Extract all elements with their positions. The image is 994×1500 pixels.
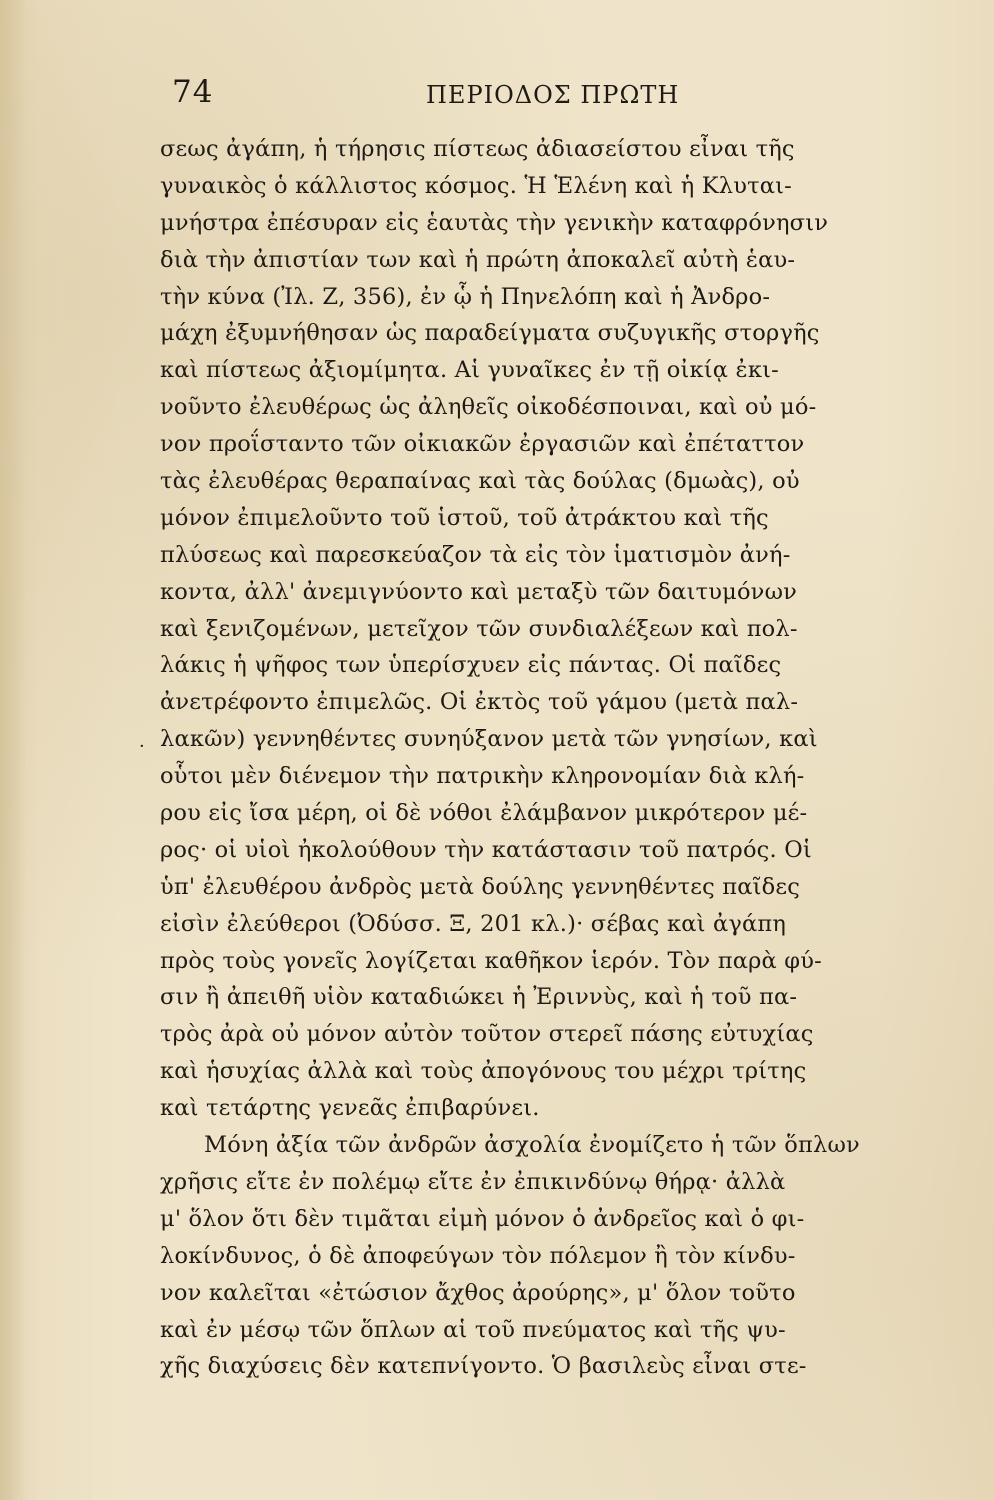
text-line: μάχη ἐξυμνήθησαν ὡς παραδείγματα συζυγικῆς στοργῆς xyxy=(160,320,820,347)
body-text xyxy=(160,131,930,1385)
text-line: καὶ τετάρτης γενεᾶς ἐπιβαρύνει. xyxy=(160,1095,540,1122)
text-line: σεως ἀγάπη, ἡ τήρησις πίστεως ἀδιασείστου εἶναι τῆς xyxy=(160,136,795,162)
text-line: σιν ἢ ἀπειθῆ υἱὸν καταδιώκει ἡ Ἐριννὺς, καὶ ἡ τοῦ πα- xyxy=(160,984,798,1011)
text-line: λοκίνδυνος, ὁ δὲ ἀποφεύγων τὸν πόλεμον ἢ τὸν κίνδυ- xyxy=(160,1242,796,1269)
text-line: χῆς διαχύσεις δὲν κατεπνίγοντο. Ὁ βασιλεὺς εἶναι στε- xyxy=(160,1353,807,1380)
page-number: 74 xyxy=(172,74,214,110)
text-line: κοντα, ἀλλ' ἀνεμιγνύοντο καὶ μεταξὺ τῶν δαιτυμόνων xyxy=(160,578,797,605)
text-line: καὶ πίστεως ἀξιομίμητα. Αἱ γυναῖκες ἐν τῇ οἰκίᾳ ἐκι- xyxy=(160,357,779,384)
text-line: τὴν κύνα (Ἰλ. Ζ, 356), ἐν ᾧ ἡ Πηνελόπη καὶ ἡ Ἀνδρο- xyxy=(160,283,771,310)
running-head: ΠΕΡΙΟΔΟΣ ΠΡΩΤΗ xyxy=(426,81,680,109)
page-gutter-shadow xyxy=(0,0,26,1500)
text-line: λάκις ἡ ψῆφος των ὑπερίσχυεν εἰς πάντας. Οἱ παῖδες xyxy=(160,652,782,679)
text-line: ὑπ' ἐλευθέρου ἀνδρὸς μετὰ δούλης γεννηθέντες παῖδες xyxy=(160,873,801,900)
paragraph-first-line: Μόνη ἀξία τῶν ἀνδρῶν ἀσχολία ἐνομίζετο ἡ τῶν ὅπλων xyxy=(204,1132,860,1159)
text-line: πρὸς τοὺς γονεῖς λογίζεται καθῆκον ἱερόν. Τὸν παρὰ φύ- xyxy=(160,947,822,974)
text-line: εἰσὶν ἐλεύθεροι (Ὀδύσσ. Ξ, 201 κλ.)· σέβας καὶ ἀγάπη xyxy=(160,910,787,937)
text-line: ρος· οἱ υἱοὶ ἠκολούθουν τὴν κατάστασιν τοῦ πατρός. Οἱ xyxy=(160,836,812,863)
text-line: χρῆσις εἴτε ἐν πολέμῳ εἴτε ἐν ἐπικινδύνῳ θήρᾳ· ἀλλὰ xyxy=(160,1168,786,1195)
text-line: λακῶν) γεννηθέντες συνηύξανον μετὰ τῶν γνησίων, καὶ xyxy=(160,726,818,753)
text-line: γυναικὸς ὁ κάλλιστος κόσμος. Ἡ Ἑλένη καὶ ἡ Κλυται- xyxy=(160,172,792,199)
text-line: καὶ ἐν μέσῳ τῶν ὅπλων αἱ τοῦ πνεύματος καὶ τῆς ψυ- xyxy=(160,1316,786,1343)
text-line: μνήστρα ἐπέσυραν εἰς ἑαυτὰς τὴν γενικὴν καταφρόνησιν xyxy=(160,209,829,236)
text-line: ἀνετρέφοντο ἐπιμελῶς. Οἱ ἐκτὸς τοῦ γάμου (μετὰ παλ- xyxy=(160,689,799,716)
text-line: μόνον ἐπιμελοῦντο τοῦ ἱστοῦ, τοῦ ἀτράκτου καὶ τῆς xyxy=(160,504,769,531)
page-header xyxy=(172,72,932,116)
text-line: τρὸς ἀρὰ οὐ μόνον αὐτὸν τοῦτον στερεῖ πάσης εὐτυχίας xyxy=(160,1021,814,1048)
text-line: καὶ ἡσυχίας ἀλλὰ καὶ τοὺς ἀπογόνους του μέχρι τρίτης xyxy=(160,1058,807,1085)
text-line: οὗτοι μὲν διένεμον τὴν πατρικὴν κληρονομίαν διὰ κλή- xyxy=(160,763,805,790)
text-line: νοῦντο ἐλευθέρως ὡς ἀληθεῖς οἰκοδέσποιναι, καὶ οὐ μό- xyxy=(160,394,817,421)
text-line: νον προΐσταντο τῶν οἰκιακῶν ἐργασιῶν καὶ ἐπέταττον xyxy=(160,431,805,458)
text-line: τὰς ἐλευθέρας θεραπαίνας καὶ τὰς δούλας (δμωὰς), οὐ xyxy=(160,468,800,495)
text-line: νον καλεῖται «ἐτώσιον ἄχθος ἀρούρης», μ' ὅλον τοῦτο xyxy=(160,1279,796,1306)
text-line: διὰ τὴν ἀπιστίαν των καὶ ἡ πρώτη ἀποκαλεῖ αὐτὴ ἑαυ- xyxy=(160,246,796,273)
text-line: πλύσεως καὶ παρεσκεύαζον τὰ εἰς τὸν ἱματισμὸν ἀνή- xyxy=(160,541,791,568)
text-line: καὶ ξενιζομένων, μετεῖχον τῶν συνδιαλέξεων καὶ πολ- xyxy=(160,615,798,642)
text-line: μ' ὅλον ὅτι δὲν τιμᾶται εἰμὴ μόνον ὁ ἀνδρεῖος καὶ ὁ φι- xyxy=(160,1205,805,1232)
margin-dot: · xyxy=(139,736,145,757)
text-line: ρου εἰς ἴσα μέρη, οἱ δὲ νόθοι ἐλάμβανον μικρότερον μέ- xyxy=(160,800,808,827)
